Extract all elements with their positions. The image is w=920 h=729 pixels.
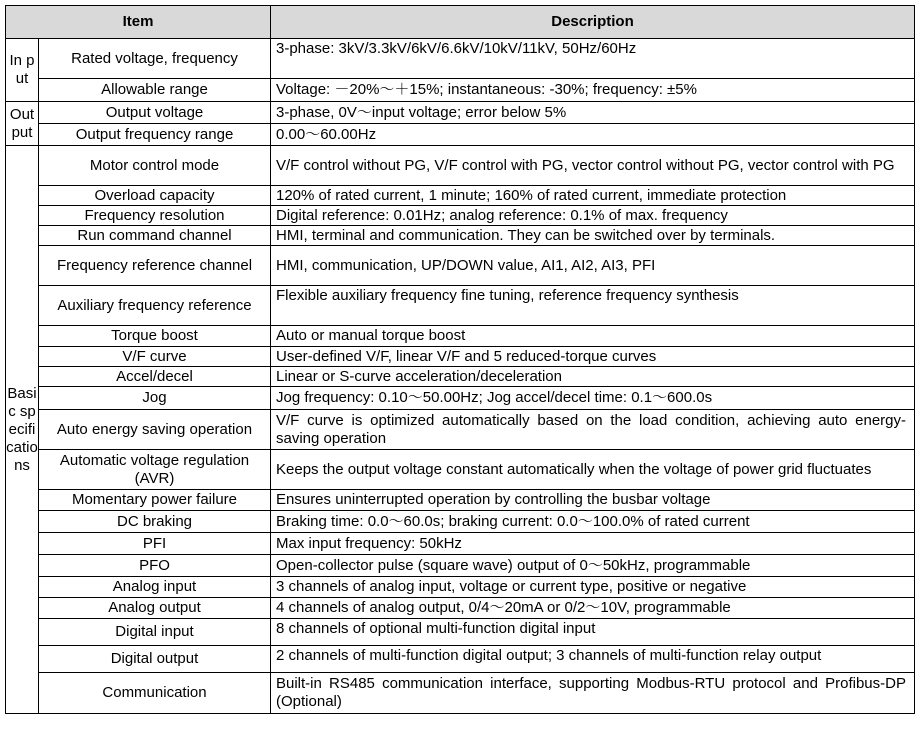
table-row <box>6 102 915 124</box>
table-row <box>6 186 915 206</box>
table-row <box>6 124 915 146</box>
table-row <box>6 646 915 673</box>
table-row <box>6 619 915 646</box>
table-row <box>6 39 915 79</box>
item-cell: Momentary power failure <box>39 490 271 511</box>
item-cell: Frequency resolution <box>39 206 271 226</box>
table-row <box>6 450 915 490</box>
desc-cell: Open-collector pulse (square wave) output of 0～50kHz, programmable <box>271 555 915 577</box>
desc-cell: Ensures uninterrupted operation by controlling the busbar voltage <box>271 490 915 511</box>
item-cell: Allowable range <box>39 79 271 102</box>
table-row <box>6 555 915 577</box>
item-cell: Communication <box>39 673 271 714</box>
item-cell: Jog <box>39 387 271 410</box>
item-cell: Frequency reference channel <box>39 246 271 286</box>
table-row <box>6 226 915 246</box>
item-cell: Output frequency range <box>39 124 271 146</box>
item-cell: Auto energy saving operation <box>39 410 271 450</box>
desc-cell: HMI, communication, UP/DOWN value, AI1, AI2, AI3, PFI <box>271 246 915 286</box>
item-cell: Run command channel <box>39 226 271 246</box>
table-row <box>6 387 915 410</box>
table-row <box>6 533 915 555</box>
item-cell: Digital output <box>39 646 271 673</box>
item-cell: Motor control mode <box>39 146 271 186</box>
item-cell: V/F curve <box>39 347 271 367</box>
table-row <box>6 410 915 450</box>
desc-cell: Jog frequency: 0.10～50.00Hz; Jog accel/decel time: 0.1～600.0s <box>271 387 915 410</box>
desc-cell: 4 channels of analog output, 0/4～20mA or 0/2～10V, programmable <box>271 598 915 619</box>
header-row <box>6 6 915 39</box>
table-row <box>6 673 915 714</box>
table-row <box>6 367 915 387</box>
desc-cell: Flexible auxiliary frequency fine tuning, reference frequency synthesis <box>271 286 915 326</box>
desc-cell: Auto or manual torque boost <box>271 326 915 347</box>
desc-cell: V/F curve is optimized automatically based on the load condition, achieving auto energy-saving operation <box>271 410 915 450</box>
desc-cell: 120% of rated current, 1 minute; 160% of rated current, immediate protection <box>271 186 915 206</box>
item-cell: Analog output <box>39 598 271 619</box>
table-row <box>6 146 915 186</box>
table-row <box>6 598 915 619</box>
desc-cell: Braking time: 0.0～60.0s; braking current: 0.0～100.0% of rated current <box>271 511 915 533</box>
group-output: Out put <box>6 102 39 146</box>
spec-table <box>5 5 915 714</box>
group-input: In put <box>6 39 39 102</box>
item-cell: Torque boost <box>39 326 271 347</box>
desc-cell: Max input frequency: 50kHz <box>271 533 915 555</box>
table-row <box>6 206 915 226</box>
table-row <box>6 326 915 347</box>
desc-cell: 8 channels of optional multi-function digital input <box>271 619 915 646</box>
desc-cell: V/F control without PG, V/F control with PG, vector control without PG, vector control with PG <box>271 146 915 186</box>
desc-cell: Linear or S-curve acceleration/deceleration <box>271 367 915 387</box>
desc-cell: 2 channels of multi-function digital output; 3 channels of multi-function relay output <box>271 646 915 673</box>
desc-cell: 3-phase, 0V～input voltage; error below 5% <box>271 102 915 124</box>
item-cell: PFO <box>39 555 271 577</box>
item-cell: Output voltage <box>39 102 271 124</box>
desc-cell: User-defined V/F, linear V/F and 5 reduced-torque curves <box>271 347 915 367</box>
item-cell: Digital input <box>39 619 271 646</box>
desc-cell: 0.00～60.00Hz <box>271 124 915 146</box>
table-row <box>6 246 915 286</box>
header-item: Item <box>6 6 271 39</box>
group-basic-specifications: Basic specifications <box>6 146 39 714</box>
item-cell: Auxiliary frequency reference <box>39 286 271 326</box>
table-row <box>6 490 915 511</box>
desc-cell: 3-phase: 3kV/3.3kV/6kV/6.6kV/10kV/11kV, 50Hz/60Hz <box>271 39 915 79</box>
table-row <box>6 511 915 533</box>
desc-cell: Digital reference: 0.01Hz; analog reference: 0.1% of max. frequency <box>271 206 915 226</box>
header-description: Description <box>271 6 915 39</box>
item-cell: PFI <box>39 533 271 555</box>
item-cell: Overload capacity <box>39 186 271 206</box>
desc-cell: HMI, terminal and communication. They can be switched over by terminals. <box>271 226 915 246</box>
table-row <box>6 286 915 326</box>
desc-cell: Voltage: －20%～＋15%; instantaneous: -30%; frequency: ±5% <box>271 79 915 102</box>
desc-cell: Built-in RS485 communication interface, supporting Modbus-RTU protocol and Profibus-DP (Optional) <box>271 673 915 714</box>
item-cell: Automatic voltage regulation (AVR) <box>39 450 271 490</box>
item-cell: Accel/decel <box>39 367 271 387</box>
desc-cell: Keeps the output voltage constant automatically when the voltage of power grid fluctuates <box>271 450 915 490</box>
item-cell: Analog input <box>39 577 271 598</box>
item-cell: Rated voltage, frequency <box>39 39 271 79</box>
table-row <box>6 577 915 598</box>
table-row <box>6 79 915 102</box>
item-cell: DC braking <box>39 511 271 533</box>
desc-cell: 3 channels of analog input, voltage or current type, positive or negative <box>271 577 915 598</box>
table-row <box>6 347 915 367</box>
